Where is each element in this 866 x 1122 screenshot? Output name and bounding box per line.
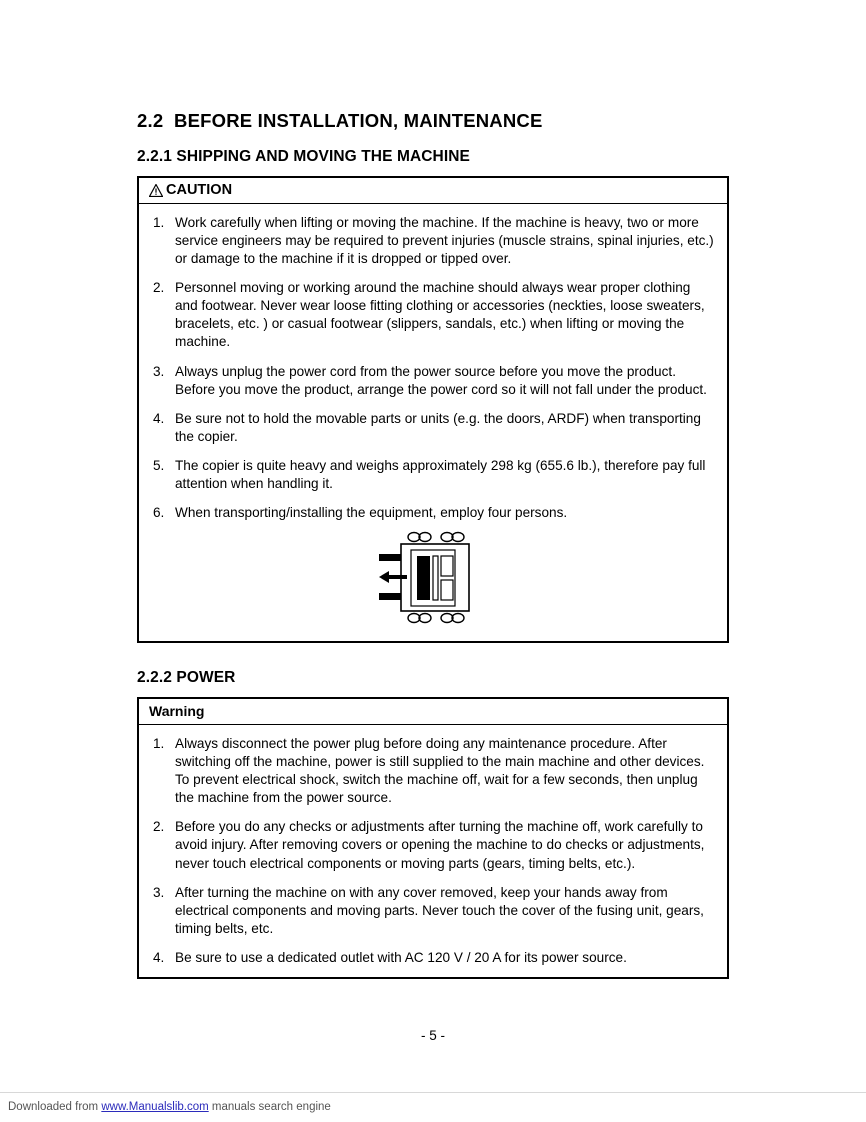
warning-label: Warning — [149, 703, 205, 720]
page-number: - 5 - — [420, 1028, 445, 1043]
section-number: 2.2 — [137, 110, 164, 131]
list-item-text: Personnel moving or working around the machine should always wear proper clothing and footwear. Never wear loose fitting clothing or accessories (neckties, loose sweaters, bracelets, etc. ) or casual footwear (slippers, sandals, etc.) when lifting or moving the machine. — [175, 280, 705, 350]
subsection-heading-221: 2.2.1 SHIPPING AND MOVING THE MACHINE — [137, 148, 470, 165]
list-item — [149, 279, 715, 351]
warning-box — [137, 697, 729, 979]
caution-item-list — [149, 214, 715, 522]
list-item-text: Always disconnect the power plug before doing any maintenance procedure. After switching off the machine, power is still supplied to the main machine and other devices. To prevent electrical shock, switch the machine off, wait for a few seconds, then unplug the machine from the power source. — [175, 736, 705, 806]
list-item — [149, 363, 715, 399]
footer-suffix: manuals search engine — [208, 1101, 331, 1113]
list-item-number: 3. — [153, 363, 165, 379]
list-item — [149, 504, 715, 522]
page-footer — [0, 1092, 866, 1113]
list-item — [149, 457, 715, 493]
warning-box-body — [139, 725, 727, 977]
list-item-text: Work carefully when lifting or moving the machine. If the machine is heavy, two or more service engineers may be required to prevent injuries (muscle strains, spinal injuries, etc.) or damage to the machine if it is dropped or tipped over. — [175, 215, 714, 267]
page-content — [137, 110, 729, 979]
four-person-lifting-diagram — [149, 522, 715, 631]
list-item-text: Be sure to use a dedicated outlet with AC 120 V / 20 A for its power source. — [175, 949, 627, 965]
list-item-text: Always unplug the power cord from the power source before you move the product. Before you move the product, arrange the power cord so it will not fall under the product. — [175, 363, 707, 397]
list-item-number: 4. — [153, 410, 165, 426]
caution-box-body — [139, 204, 727, 641]
footer-prefix: Downloaded from — [8, 1101, 102, 1113]
page-title — [137, 110, 729, 132]
list-item-text: When transporting/installing the equipment, employ four persons. — [175, 505, 568, 521]
caution-box-header — [139, 178, 727, 204]
list-item-number: 1. — [153, 736, 165, 752]
warning-box-header — [139, 699, 727, 725]
list-item — [149, 884, 715, 938]
list-item — [149, 818, 715, 872]
list-item-text: Before you do any checks or adjustments after turning the machine off, work carefully to avoid injury. After removing covers or opening the machine to do checks or adjustments, never touch electrical components or moving parts (gears, timing belts, etc.). — [175, 819, 705, 871]
caution-box — [137, 176, 729, 643]
warning-triangle-icon — [149, 184, 163, 197]
list-item-text: Be sure not to hold the movable parts or units (e.g. the doors, ARDF) when transporting the copier. — [175, 410, 701, 444]
list-item-number: 5. — [153, 457, 165, 473]
list-item-number: 6. — [153, 505, 165, 521]
manualslib-link[interactable]: www.Manualslib.com — [101, 1101, 209, 1113]
caution-label: CAUTION — [166, 182, 233, 198]
section-title-text: BEFORE INSTALLATION, MAINTENANCE — [174, 110, 543, 131]
list-item — [149, 949, 715, 967]
list-item — [149, 735, 715, 807]
list-item-text: After turning the machine on with any cover removed, keep your hands away from electrical components and moving parts. Never touch the cover of the fusing unit, gears, timing belts, etc. — [175, 884, 704, 936]
list-item-number: 4. — [153, 949, 165, 965]
list-item-number: 1. — [153, 215, 165, 230]
list-item — [149, 214, 715, 268]
list-item-number: 2. — [153, 280, 165, 296]
list-item-text: The copier is quite heavy and weighs approximately 298 kg (655.6 lb.), therefore pay full attention when handling it. — [175, 457, 706, 491]
warning-item-list — [149, 735, 715, 967]
subsection-heading-222: 2.2.2 POWER — [137, 669, 236, 687]
list-item-number: 2. — [153, 819, 165, 835]
list-item-number: 3. — [153, 884, 165, 900]
list-item — [149, 410, 715, 446]
